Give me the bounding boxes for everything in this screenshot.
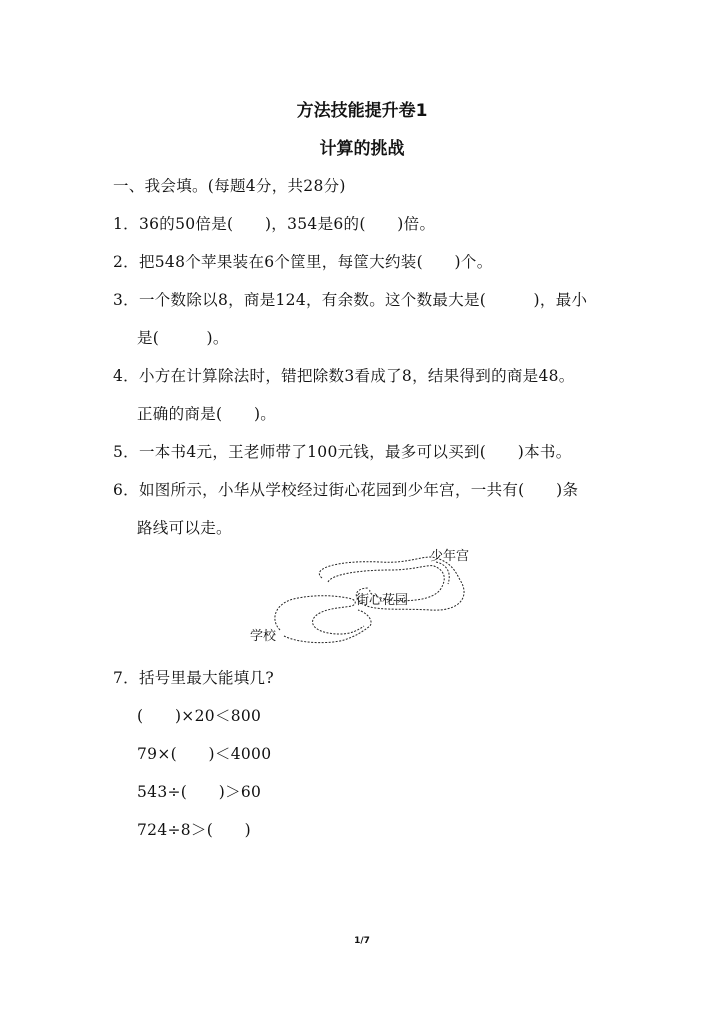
question-4-line-1: 4．小方在计算除法时，错把除数3看成了8，结果得到的商是48。 xyxy=(113,367,575,385)
section-heading: 一、我会填。(每题4分，共28分) xyxy=(113,177,346,195)
question-6-line-1: 6．如图所示，小华从学校经过街心花园到少年宫，一共有( )条 xyxy=(113,481,579,499)
question-7-item-1: ( )×20＜800 xyxy=(137,707,262,725)
route-map xyxy=(240,540,490,652)
question-7: 7．括号里最大能填几? xyxy=(113,669,274,687)
page-subtitle: 计算的挑战 xyxy=(319,139,405,159)
question-2: 2．把548个苹果装在6个筐里，每筐大约装( )个。 xyxy=(113,253,493,271)
question-7-item-2: 79×( )＜4000 xyxy=(137,745,272,763)
page-number: 1/7 xyxy=(354,936,370,946)
question-3-line-2: 是( )。 xyxy=(137,329,229,347)
question-6-line-2: 路线可以走。 xyxy=(137,519,232,537)
question-7-item-4: 724÷8＞( ) xyxy=(137,821,252,839)
label-garden: 街心花园 xyxy=(356,593,409,608)
question-5: 5．一本书4元，王老师带了100元钱，最多可以买到( )本书。 xyxy=(113,443,572,461)
question-3-line-1: 3．一个数除以8，商是124，有余数。这个数最大是( )，最小 xyxy=(113,291,588,309)
label-school: 学校 xyxy=(250,629,277,644)
question-4-line-2: 正确的商是( )。 xyxy=(137,405,277,423)
page-title: 方法技能提升卷1 xyxy=(296,101,428,121)
question-1: 1．36的50倍是( )，354是6的( )倍。 xyxy=(113,215,436,233)
label-youth-palace: 少年宫 xyxy=(430,549,470,564)
question-7-item-3: 543÷( )＞60 xyxy=(137,783,262,801)
